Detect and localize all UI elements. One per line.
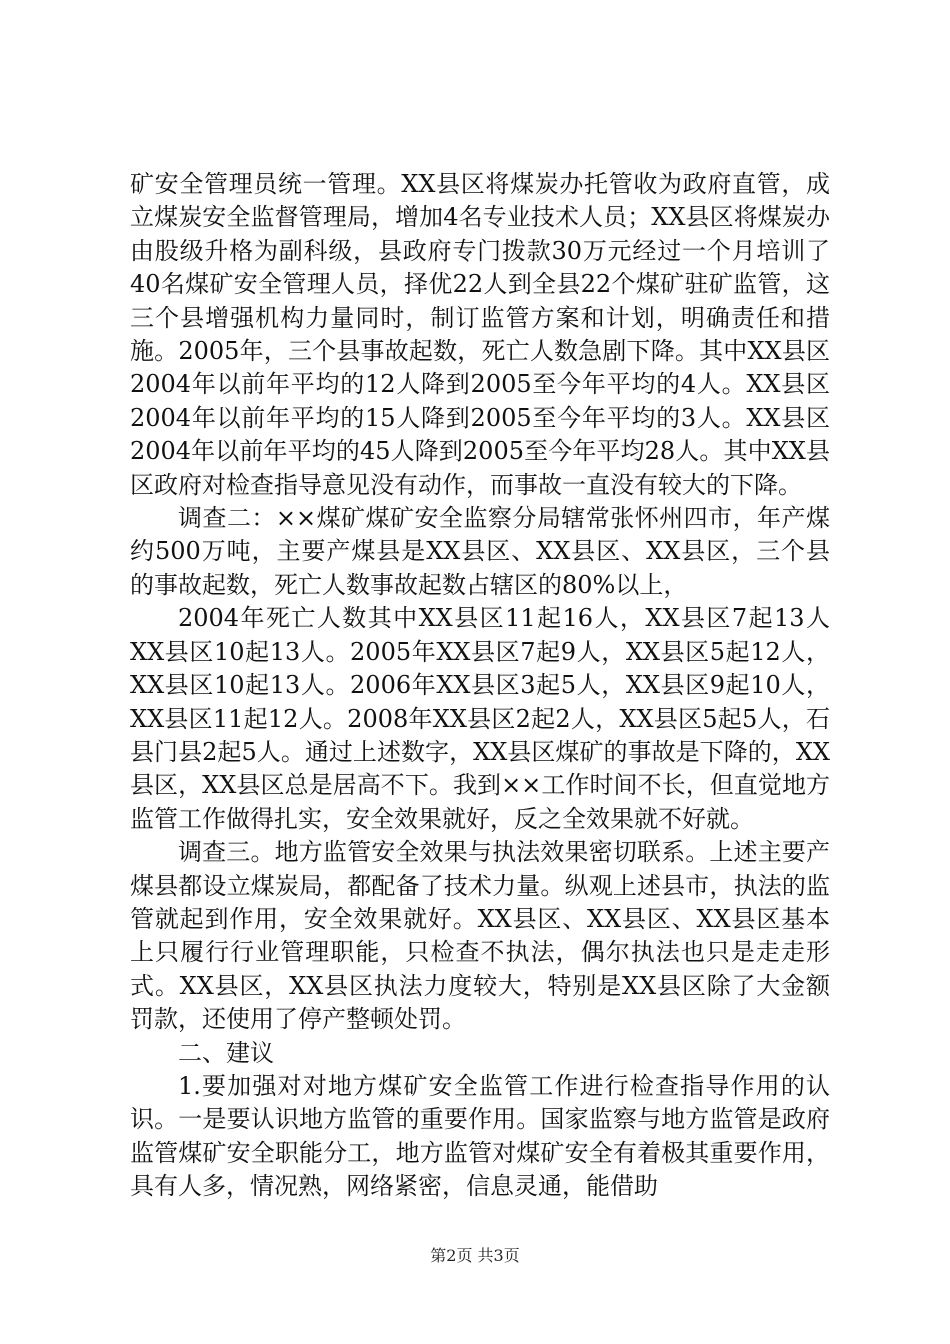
paragraph-survey-two: 调查二：××煤矿煤矿安全监察分局辖常张怀州四市，年产煤约500万吨，主要产煤县是XX县区、XX县区、XX县区，三个县的事故起数，死亡人数事故起数占辖区的80%以上， xyxy=(130,504,830,599)
paragraph-suggestion-one: 1.要加强对对地方煤矿安全监管工作进行检查指导作用的认识。一是要认识地方监管的重要作用。国家监察与地方监管是政府监管煤矿安全职能分工，地方监管对煤矿安全有着极其重要作用，具有人多，情况熟，网络紧密，信息灵通，能借助 xyxy=(130,1071,830,1201)
paragraph-accident-statistics: 2004年死亡人数其中XX县区11起16人，XX县区7起13人XX县区10起13人。2005年XX县区7起9人，XX县区5起12人，XX县区10起13人。2006年XX县区3起5人，XX县区9起10人，XX县区11起12人。2008年XX县区2起2人，XX县区5起5人，石县门县2起5人。通过上述数字，XX县区煤矿的事故是下降的，XX县区，XX县区总是居高不下。我到××工作时间不长，但直觉地方监管工作做得扎实，安全效果就好，反之全效果就不好就。 xyxy=(130,604,830,833)
page-footer xyxy=(0,1246,950,1266)
document-body xyxy=(130,168,830,1204)
section-heading-suggestions: 二、建议 xyxy=(178,1038,274,1067)
page-number-label: 第2页 共3页 xyxy=(430,1246,520,1265)
paragraph-survey-three: 调查三。地方监管安全效果与执法效果密切联系。上述主要产煤县都设立煤炭局，都配备了技术力量。纵观上述县市，执法的监管就起到作用，安全效果就好。XX县区、XX县区、XX县区基本上只履行行业管理职能，只检查不执法，偶尔执法也只是走走形式。XX县区，XX县区执法力度较大，特别是XX县区除了大金额罚款，还使用了停产整顿处罚。 xyxy=(130,838,830,1034)
paragraph-continuation: 矿安全管理员统一管理。XX县区将煤炭办托管收为政府直管，成立煤炭安全监督管理局，增加4名专业技术人员；XX县区将煤炭办由股级升格为副科级，县政府专门拨款30万元经过一个月培训了40名煤矿安全管理人员，择优22人到全县22个煤矿驻矿监管，这三个县增强机构力量同时，制订监管方案和计划，明确责任和措施。2005年，三个县事故起数，死亡人数急剧下降。其中XX县区2004年以前年平均的12人降到2005至今年平均的4人。XX县区2004年以前年平均的15人降到2005至今年平均的3人。XX县区2004年以前年平均的45人降到2005至今年平均28人。其中XX县区政府对检查指导意见没有动作，而事故一直没有较大的下降。 xyxy=(130,170,830,499)
